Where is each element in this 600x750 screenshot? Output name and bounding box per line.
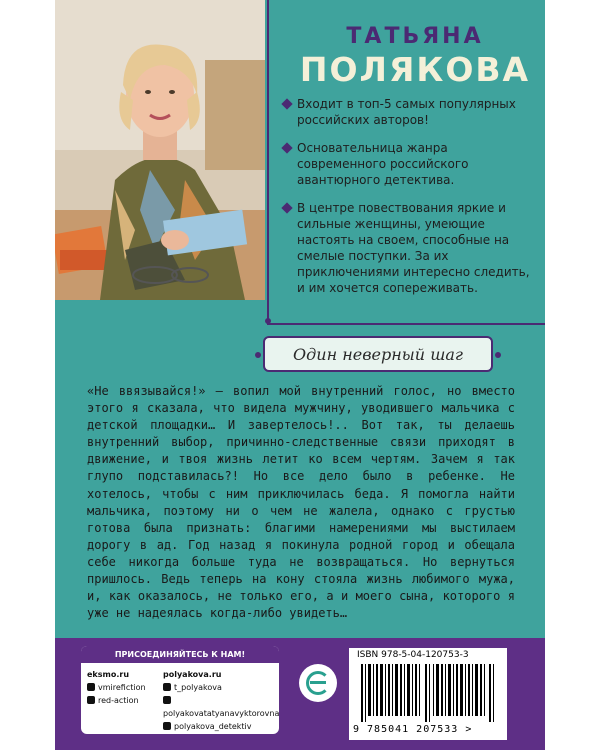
isbn-barcode-box — [349, 648, 507, 740]
diamond-bullet-icon — [281, 98, 292, 109]
social-link[interactable]: red-action — [87, 694, 146, 707]
book-title: Один неверный шаг — [293, 344, 463, 364]
vk-icon — [163, 696, 171, 704]
isbn-text: ISBN 978-5-04-120753-3 — [357, 650, 469, 660]
vk-icon — [87, 683, 95, 691]
book-blurb: «Не ввязывайся!» – вопил мой внутренний голос, но вместо этого я сказала, что видела мужчину, уводившего мальчика с детской площадки… И завертелось!.. Вот так, ты делаешь внутренний выбор, причинно-следственные связи приходят в движение, и твоя жизнь летит ко всем чертям. Зачем я так глупо подставилась?! Но все дело было в ребенке. Не хотелось, чтобы с ним приключилась беда. Я помогла найти мальчика, поэтому ни о чем не жалела, однако с грустью готова была признать: благими намерениями мы выстилаем дорогу в ад. Год назад я покинула родной город и обещала себе никогда больше туда не возвращаться. Но вернуться пришлось. Ведь теперь на кону стояла жизнь любимого мужа, и, как оказалось, не только его, а и моего сына, которого я уже не надеялась когда-либо увидеть… — [87, 384, 515, 621]
bottom-band — [55, 638, 545, 750]
title-left-dot — [255, 352, 261, 358]
instagram-icon — [163, 722, 171, 730]
highlight-item: Входит в топ-5 самых популярных российских авторов! — [283, 96, 533, 128]
highlight-item: В центре повествования яркие и сильные женщины, умеющие настоять на своем, способные на смелые поступки. За их приключениями интересно следить, и им хочется сопереживать. — [283, 200, 533, 296]
social-link[interactable]: polyakovatatyanavyktorovna — [163, 694, 279, 720]
author-highlights — [283, 96, 533, 308]
social-link[interactable]: polyakova_detektiv — [163, 720, 279, 733]
decor-horizontal-line — [267, 323, 545, 325]
vk-icon — [163, 683, 171, 691]
barcode-number: 9 785041 207533 > — [353, 724, 473, 735]
social-header: ПРИСОЕДИНЯЙТЕСЬ К НАМ! — [81, 646, 279, 664]
highlight-item: Основательница жанра современного российского авантюрного детектива. — [283, 140, 533, 188]
diamond-bullet-icon — [281, 142, 292, 153]
title-right-dot — [495, 352, 501, 358]
book-title-box — [263, 336, 493, 372]
social-link[interactable]: t_polyakova — [163, 681, 279, 694]
book-back-cover — [55, 0, 545, 750]
diamond-bullet-icon — [281, 202, 292, 213]
instagram-icon — [87, 696, 95, 704]
author-photo — [55, 0, 265, 300]
social-link[interactable]: vmirefiction — [87, 681, 146, 694]
author-first-name: ТАТЬЯНА — [346, 24, 484, 49]
social-left-column — [87, 668, 146, 707]
author-last-name: ПОЛЯКОВА — [299, 50, 531, 89]
author-name — [285, 24, 545, 90]
social-right-column — [163, 668, 279, 733]
site-link[interactable]: polyakova.ru — [163, 670, 222, 679]
publisher-logo-icon — [299, 664, 337, 702]
social-links-box — [81, 646, 279, 734]
site-link[interactable]: eksmo.ru — [87, 670, 130, 679]
decor-vertical-line — [267, 0, 269, 325]
barcode-icon — [359, 664, 499, 722]
